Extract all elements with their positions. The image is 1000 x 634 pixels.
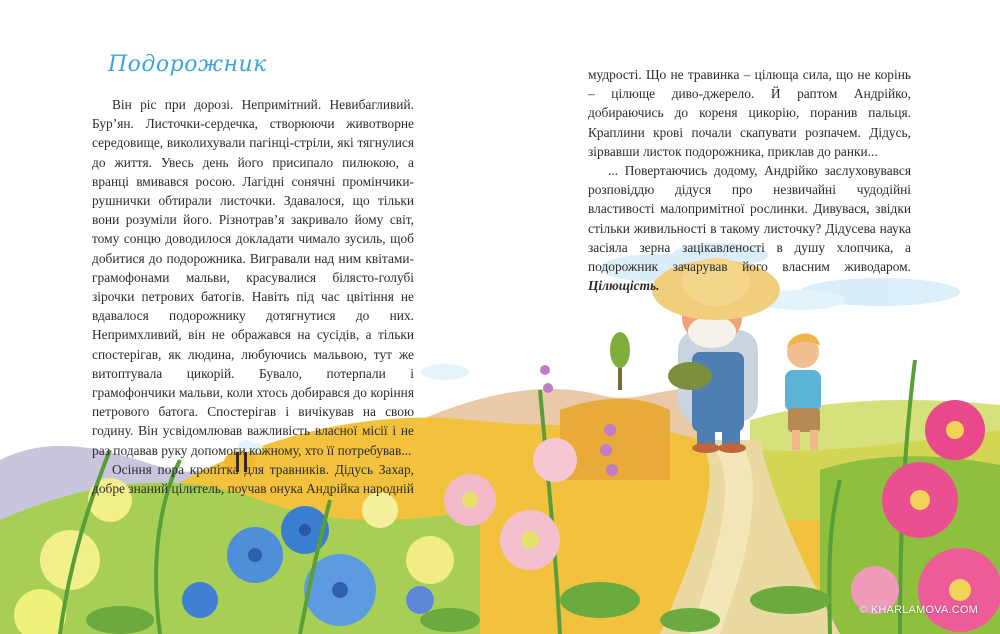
paragraph: мудрості. Що не травинка – цілюща сила, що не корінь – цілюще диво-джерело. Й раптом Андрійко, добираючись до кореня цикорію, поранив пальця. Краплини крові почали скапувати розпачем. Дідусь, зірвавши листок подорожника, приклав до ранки... [588,67,911,159]
copyright-credit: © KHARLAMOVA.COM [859,604,978,616]
paragraph: Осіння пора кропітка для травників. Дідусь Захар, добре знаний цілитель, поучав онука Андрійка народній [92,461,414,497]
tree-far-left [610,332,630,390]
left-column [92,95,414,498]
page-title: Подорожник [108,52,267,77]
right-column [588,65,911,295]
paragraph: Він ріс при дорозі. Непримітний. Невибагливий. Бур’ян. Листочки-сердечка, створюючи животворне середовище, виколихували пагінці-стріли, які тягнулися до життя. Увесь день його присипало пилюкою, а вранці вмивався росою. Лагідні сонячні промінчики-рушнички обтирали листочки. Здавалося, що тільки вони розуміли його. Різнотрав’я закривало йому світ, тому сонцю доводилося докладати чимало зусиль, щоб добитися до подорожника. Вигравали над ним квітами-грамофонами мальви, красувалися білясто-голубі зірочки петрових батогів. Навіть під час цвітіння не вдавалося подорожнику дотягнутися до них. Непримхливий, він не ображався на сусідів, а тільки спостерігав, як людина, любуючись мальвою, тут же витоптувала цикорій. Бувало, потерпали і грамофончики мальви, коли хтось добирався до коріння петрового батога. Спостерігав і вичікував на свою годину. Він усвідомлював важливість власної місії і не раз подавав руку допомоги кожному, хто її потребував... [92,97,414,458]
paragraph-text: ... Повертаючись додому, Андрійко заслуховувався розповіддю дідуся про незвичайні чудодійні властивості малопримітної рослинки. Дивувася, звідки стільки живильності в такому листочку? Дідусева наука засіяла зерна зацікавленості в душу хлопчика, а подорожник зачарував його власним живодаром. [588,163,911,275]
paragraph [588,161,911,295]
highlight-word: Цілющість. [588,278,660,294]
